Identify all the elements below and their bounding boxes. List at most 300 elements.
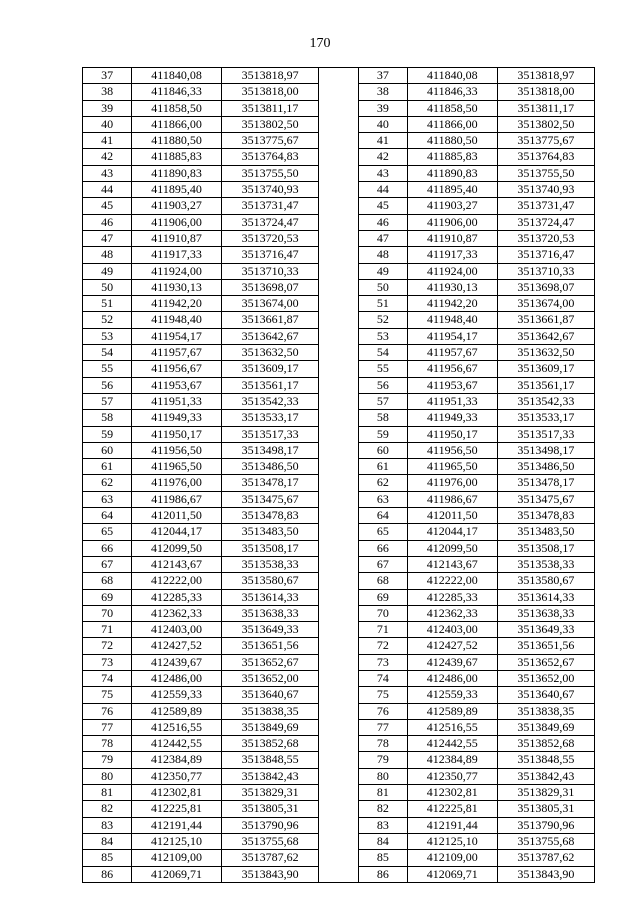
column-gap	[319, 426, 359, 442]
column-gap	[319, 100, 359, 116]
left-y-coordinate: 3513478,17	[221, 475, 318, 491]
left-point-number: 46	[83, 214, 132, 230]
left-x-coordinate: 411954,17	[132, 328, 222, 344]
left-point-number: 80	[83, 768, 132, 784]
left-x-coordinate: 412222,00	[132, 573, 222, 589]
column-gap	[319, 361, 359, 377]
left-x-coordinate: 412516,55	[132, 719, 222, 735]
right-y-coordinate: 3513731,47	[497, 198, 594, 214]
right-x-coordinate: 411950,17	[407, 426, 497, 442]
left-point-number: 57	[83, 393, 132, 409]
left-x-coordinate: 411924,00	[132, 263, 222, 279]
left-x-coordinate: 411951,33	[132, 393, 222, 409]
right-point-number: 55	[358, 361, 407, 377]
left-x-coordinate: 412044,17	[132, 524, 222, 540]
right-y-coordinate: 3513848,55	[497, 752, 594, 768]
right-point-number: 44	[358, 182, 407, 198]
right-point-number: 79	[358, 752, 407, 768]
left-y-coordinate: 3513842,43	[221, 768, 318, 784]
table-row	[83, 670, 595, 686]
right-x-coordinate: 412427,52	[407, 638, 497, 654]
left-point-number: 81	[83, 785, 132, 801]
right-x-coordinate: 412384,89	[407, 752, 497, 768]
left-x-coordinate: 412439,67	[132, 654, 222, 670]
table-row	[83, 540, 595, 556]
table-row	[83, 442, 595, 458]
left-x-coordinate: 412559,33	[132, 687, 222, 703]
left-y-coordinate: 3513498,17	[221, 442, 318, 458]
left-point-number: 61	[83, 459, 132, 475]
left-y-coordinate: 3513674,00	[221, 296, 318, 312]
left-point-number: 72	[83, 638, 132, 654]
left-point-number: 55	[83, 361, 132, 377]
left-point-number: 52	[83, 312, 132, 328]
right-y-coordinate: 3513755,50	[497, 165, 594, 181]
left-x-coordinate: 412125,10	[132, 833, 222, 849]
left-y-coordinate: 3513848,55	[221, 752, 318, 768]
left-point-number: 40	[83, 116, 132, 132]
left-point-number: 65	[83, 524, 132, 540]
left-y-coordinate: 3513852,68	[221, 736, 318, 752]
left-x-coordinate: 411903,27	[132, 198, 222, 214]
right-y-coordinate: 3513849,69	[497, 719, 594, 735]
right-point-number: 53	[358, 328, 407, 344]
right-x-coordinate: 411965,50	[407, 459, 497, 475]
column-gap	[319, 589, 359, 605]
table-row	[83, 247, 595, 263]
left-y-coordinate: 3513755,68	[221, 833, 318, 849]
column-gap	[319, 263, 359, 279]
column-gap	[319, 116, 359, 132]
column-gap	[319, 540, 359, 556]
right-x-coordinate: 412350,77	[407, 768, 497, 784]
column-gap	[319, 84, 359, 100]
right-x-coordinate: 412191,44	[407, 817, 497, 833]
table-row	[83, 703, 595, 719]
right-y-coordinate: 3513842,43	[497, 768, 594, 784]
left-point-number: 69	[83, 589, 132, 605]
left-y-coordinate: 3513805,31	[221, 801, 318, 817]
right-point-number: 86	[358, 866, 407, 882]
left-x-coordinate: 411949,33	[132, 410, 222, 426]
left-point-number: 74	[83, 670, 132, 686]
table-row	[83, 165, 595, 181]
column-gap	[319, 377, 359, 393]
left-x-coordinate: 411890,83	[132, 165, 222, 181]
column-gap	[319, 801, 359, 817]
left-point-number: 43	[83, 165, 132, 181]
right-point-number: 38	[358, 84, 407, 100]
left-x-coordinate: 411906,00	[132, 214, 222, 230]
left-y-coordinate: 3513849,69	[221, 719, 318, 735]
left-y-coordinate: 3513843,90	[221, 866, 318, 882]
right-point-number: 37	[358, 68, 407, 84]
column-gap	[319, 817, 359, 833]
column-gap	[319, 703, 359, 719]
left-x-coordinate: 411885,83	[132, 149, 222, 165]
left-y-coordinate: 3513632,50	[221, 345, 318, 361]
left-x-coordinate: 412109,00	[132, 850, 222, 866]
column-gap	[319, 605, 359, 621]
table-row	[83, 785, 595, 801]
left-x-coordinate: 412069,71	[132, 866, 222, 882]
column-gap	[319, 736, 359, 752]
right-x-coordinate: 411880,50	[407, 133, 497, 149]
left-point-number: 56	[83, 377, 132, 393]
left-y-coordinate: 3513740,93	[221, 182, 318, 198]
right-y-coordinate: 3513483,50	[497, 524, 594, 540]
left-y-coordinate: 3513580,67	[221, 573, 318, 589]
column-gap	[319, 279, 359, 295]
right-point-number: 41	[358, 133, 407, 149]
right-point-number: 71	[358, 622, 407, 638]
left-x-coordinate: 411866,00	[132, 116, 222, 132]
left-point-number: 51	[83, 296, 132, 312]
left-y-coordinate: 3513838,35	[221, 703, 318, 719]
right-point-number: 76	[358, 703, 407, 719]
right-x-coordinate: 412011,50	[407, 508, 497, 524]
table-row	[83, 833, 595, 849]
column-gap	[319, 833, 359, 849]
left-y-coordinate: 3513508,17	[221, 540, 318, 556]
column-gap	[319, 328, 359, 344]
left-y-coordinate: 3513818,00	[221, 84, 318, 100]
right-x-coordinate: 411917,33	[407, 247, 497, 263]
right-x-coordinate: 411840,08	[407, 68, 497, 84]
left-y-coordinate: 3513716,47	[221, 247, 318, 263]
column-gap	[319, 752, 359, 768]
left-y-coordinate: 3513787,62	[221, 850, 318, 866]
column-gap	[319, 622, 359, 638]
left-y-coordinate: 3513614,33	[221, 589, 318, 605]
table-row	[83, 377, 595, 393]
left-x-coordinate: 411953,67	[132, 377, 222, 393]
right-y-coordinate: 3513716,47	[497, 247, 594, 263]
column-gap	[319, 214, 359, 230]
right-x-coordinate: 411890,83	[407, 165, 497, 181]
left-x-coordinate: 411942,20	[132, 296, 222, 312]
left-x-coordinate: 412384,89	[132, 752, 222, 768]
right-y-coordinate: 3513649,33	[497, 622, 594, 638]
right-point-number: 47	[358, 230, 407, 246]
right-y-coordinate: 3513787,62	[497, 850, 594, 866]
left-x-coordinate: 411986,67	[132, 491, 222, 507]
left-x-coordinate: 412011,50	[132, 508, 222, 524]
right-point-number: 62	[358, 475, 407, 491]
left-y-coordinate: 3513698,07	[221, 279, 318, 295]
left-x-coordinate: 411858,50	[132, 100, 222, 116]
column-gap	[319, 654, 359, 670]
right-x-coordinate: 412486,00	[407, 670, 497, 686]
column-gap	[319, 850, 359, 866]
left-x-coordinate: 411950,17	[132, 426, 222, 442]
right-x-coordinate: 411976,00	[407, 475, 497, 491]
left-y-coordinate: 3513651,56	[221, 638, 318, 654]
right-point-number: 64	[358, 508, 407, 524]
table-row	[83, 719, 595, 735]
right-y-coordinate: 3513498,17	[497, 442, 594, 458]
right-y-coordinate: 3513478,83	[497, 508, 594, 524]
table-row	[83, 573, 595, 589]
right-point-number: 60	[358, 442, 407, 458]
column-gap	[319, 165, 359, 181]
left-y-coordinate: 3513652,67	[221, 654, 318, 670]
right-point-number: 77	[358, 719, 407, 735]
right-point-number: 83	[358, 817, 407, 833]
table-row	[83, 866, 595, 882]
right-y-coordinate: 3513843,90	[497, 866, 594, 882]
right-x-coordinate: 412099,50	[407, 540, 497, 556]
right-x-coordinate: 412285,33	[407, 589, 497, 605]
right-x-coordinate: 411903,27	[407, 198, 497, 214]
coordinates-table-body	[83, 68, 595, 883]
left-y-coordinate: 3513478,83	[221, 508, 318, 524]
left-y-coordinate: 3513652,00	[221, 670, 318, 686]
table-row	[83, 230, 595, 246]
left-point-number: 75	[83, 687, 132, 703]
right-y-coordinate: 3513542,33	[497, 393, 594, 409]
right-x-coordinate: 411953,67	[407, 377, 497, 393]
left-point-number: 59	[83, 426, 132, 442]
column-gap	[319, 524, 359, 540]
right-x-coordinate: 411949,33	[407, 410, 497, 426]
table-row	[83, 589, 595, 605]
left-x-coordinate: 412427,52	[132, 638, 222, 654]
left-x-coordinate: 412403,00	[132, 622, 222, 638]
right-y-coordinate: 3513632,50	[497, 345, 594, 361]
left-point-number: 49	[83, 263, 132, 279]
right-y-coordinate: 3513642,67	[497, 328, 594, 344]
left-point-number: 54	[83, 345, 132, 361]
right-x-coordinate: 411895,40	[407, 182, 497, 198]
column-gap	[319, 768, 359, 784]
left-point-number: 79	[83, 752, 132, 768]
table-row	[83, 263, 595, 279]
right-x-coordinate: 411866,00	[407, 116, 497, 132]
left-point-number: 68	[83, 573, 132, 589]
table-row	[83, 328, 595, 344]
table-row	[83, 133, 595, 149]
left-point-number: 42	[83, 149, 132, 165]
right-point-number: 56	[358, 377, 407, 393]
right-x-coordinate: 411942,20	[407, 296, 497, 312]
table-row	[83, 182, 595, 198]
left-y-coordinate: 3513775,67	[221, 133, 318, 149]
right-y-coordinate: 3513755,68	[497, 833, 594, 849]
column-gap	[319, 393, 359, 409]
left-y-coordinate: 3513764,83	[221, 149, 318, 165]
table-row	[83, 768, 595, 784]
right-x-coordinate: 411954,17	[407, 328, 497, 344]
left-x-coordinate: 412225,81	[132, 801, 222, 817]
right-y-coordinate: 3513764,83	[497, 149, 594, 165]
right-y-coordinate: 3513818,00	[497, 84, 594, 100]
left-x-coordinate: 412442,55	[132, 736, 222, 752]
table-row	[83, 687, 595, 703]
right-point-number: 40	[358, 116, 407, 132]
right-y-coordinate: 3513640,67	[497, 687, 594, 703]
right-y-coordinate: 3513508,17	[497, 540, 594, 556]
right-y-coordinate: 3513561,17	[497, 377, 594, 393]
right-point-number: 45	[358, 198, 407, 214]
right-y-coordinate: 3513802,50	[497, 116, 594, 132]
right-point-number: 69	[358, 589, 407, 605]
left-y-coordinate: 3513755,50	[221, 165, 318, 181]
right-y-coordinate: 3513651,56	[497, 638, 594, 654]
left-x-coordinate: 411880,50	[132, 133, 222, 149]
column-gap	[319, 475, 359, 491]
right-x-coordinate: 411910,87	[407, 230, 497, 246]
left-point-number: 53	[83, 328, 132, 344]
column-gap	[319, 68, 359, 84]
right-y-coordinate: 3513517,33	[497, 426, 594, 442]
right-point-number: 70	[358, 605, 407, 621]
right-point-number: 58	[358, 410, 407, 426]
table-row	[83, 817, 595, 833]
table-row	[83, 361, 595, 377]
left-y-coordinate: 3513609,17	[221, 361, 318, 377]
right-point-number: 49	[358, 263, 407, 279]
left-point-number: 45	[83, 198, 132, 214]
right-y-coordinate: 3513580,67	[497, 573, 594, 589]
right-x-coordinate: 411846,33	[407, 84, 497, 100]
right-x-coordinate: 411957,67	[407, 345, 497, 361]
table-row	[83, 622, 595, 638]
right-point-number: 52	[358, 312, 407, 328]
left-y-coordinate: 3513517,33	[221, 426, 318, 442]
left-y-coordinate: 3513720,53	[221, 230, 318, 246]
column-gap	[319, 198, 359, 214]
left-point-number: 62	[83, 475, 132, 491]
column-gap	[319, 719, 359, 735]
column-gap	[319, 785, 359, 801]
right-x-coordinate: 411858,50	[407, 100, 497, 116]
column-gap	[319, 442, 359, 458]
left-y-coordinate: 3513710,33	[221, 263, 318, 279]
left-x-coordinate: 412143,67	[132, 556, 222, 572]
column-gap	[319, 312, 359, 328]
right-y-coordinate: 3513478,17	[497, 475, 594, 491]
left-y-coordinate: 3513724,47	[221, 214, 318, 230]
table-row	[83, 508, 595, 524]
right-point-number: 54	[358, 345, 407, 361]
right-x-coordinate: 412442,55	[407, 736, 497, 752]
left-point-number: 73	[83, 654, 132, 670]
left-y-coordinate: 3513561,17	[221, 377, 318, 393]
column-gap	[319, 508, 359, 524]
right-y-coordinate: 3513818,97	[497, 68, 594, 84]
left-x-coordinate: 411930,13	[132, 279, 222, 295]
right-y-coordinate: 3513805,31	[497, 801, 594, 817]
left-x-coordinate: 412350,77	[132, 768, 222, 784]
table-row	[83, 491, 595, 507]
column-gap	[319, 345, 359, 361]
left-x-coordinate: 411948,40	[132, 312, 222, 328]
left-y-coordinate: 3513642,67	[221, 328, 318, 344]
left-x-coordinate: 412099,50	[132, 540, 222, 556]
right-x-coordinate: 412589,89	[407, 703, 497, 719]
left-point-number: 77	[83, 719, 132, 735]
right-y-coordinate: 3513829,31	[497, 785, 594, 801]
right-point-number: 43	[358, 165, 407, 181]
table-row	[83, 426, 595, 442]
right-x-coordinate: 412069,71	[407, 866, 497, 882]
table-row	[83, 393, 595, 409]
left-y-coordinate: 3513649,33	[221, 622, 318, 638]
right-point-number: 74	[358, 670, 407, 686]
left-point-number: 60	[83, 442, 132, 458]
right-y-coordinate: 3513710,33	[497, 263, 594, 279]
table-row	[83, 68, 595, 84]
left-point-number: 84	[83, 833, 132, 849]
left-x-coordinate: 412589,89	[132, 703, 222, 719]
table-row	[83, 345, 595, 361]
right-point-number: 66	[358, 540, 407, 556]
right-x-coordinate: 411930,13	[407, 279, 497, 295]
right-y-coordinate: 3513638,33	[497, 605, 594, 621]
table-row	[83, 100, 595, 116]
right-y-coordinate: 3513740,93	[497, 182, 594, 198]
column-gap	[319, 556, 359, 572]
left-point-number: 76	[83, 703, 132, 719]
column-gap	[319, 687, 359, 703]
table-row	[83, 654, 595, 670]
left-y-coordinate: 3513811,17	[221, 100, 318, 116]
right-y-coordinate: 3513652,00	[497, 670, 594, 686]
right-point-number: 84	[358, 833, 407, 849]
right-x-coordinate: 412143,67	[407, 556, 497, 572]
right-x-coordinate: 412439,67	[407, 654, 497, 670]
page-number: 170	[309, 36, 331, 51]
left-x-coordinate: 411956,67	[132, 361, 222, 377]
left-x-coordinate: 411917,33	[132, 247, 222, 263]
right-point-number: 51	[358, 296, 407, 312]
left-x-coordinate: 411840,08	[132, 68, 222, 84]
left-point-number: 66	[83, 540, 132, 556]
left-point-number: 78	[83, 736, 132, 752]
right-point-number: 59	[358, 426, 407, 442]
right-y-coordinate: 3513538,33	[497, 556, 594, 572]
left-y-coordinate: 3513731,47	[221, 198, 318, 214]
coordinates-table	[82, 67, 595, 883]
left-point-number: 48	[83, 247, 132, 263]
right-point-number: 67	[358, 556, 407, 572]
left-x-coordinate: 411910,87	[132, 230, 222, 246]
right-x-coordinate: 411956,67	[407, 361, 497, 377]
right-point-number: 63	[358, 491, 407, 507]
column-gap	[319, 573, 359, 589]
right-x-coordinate: 411986,67	[407, 491, 497, 507]
right-y-coordinate: 3513838,35	[497, 703, 594, 719]
right-x-coordinate: 412225,81	[407, 801, 497, 817]
left-y-coordinate: 3513802,50	[221, 116, 318, 132]
right-x-coordinate: 412362,33	[407, 605, 497, 621]
table-row	[83, 605, 595, 621]
table-row	[83, 850, 595, 866]
right-point-number: 75	[358, 687, 407, 703]
table-row	[83, 116, 595, 132]
right-point-number: 42	[358, 149, 407, 165]
column-gap	[319, 866, 359, 882]
column-gap	[319, 247, 359, 263]
left-x-coordinate: 411976,00	[132, 475, 222, 491]
table-row	[83, 214, 595, 230]
left-point-number: 85	[83, 850, 132, 866]
left-x-coordinate: 412191,44	[132, 817, 222, 833]
right-y-coordinate: 3513720,53	[497, 230, 594, 246]
right-point-number: 46	[358, 214, 407, 230]
column-gap	[319, 638, 359, 654]
